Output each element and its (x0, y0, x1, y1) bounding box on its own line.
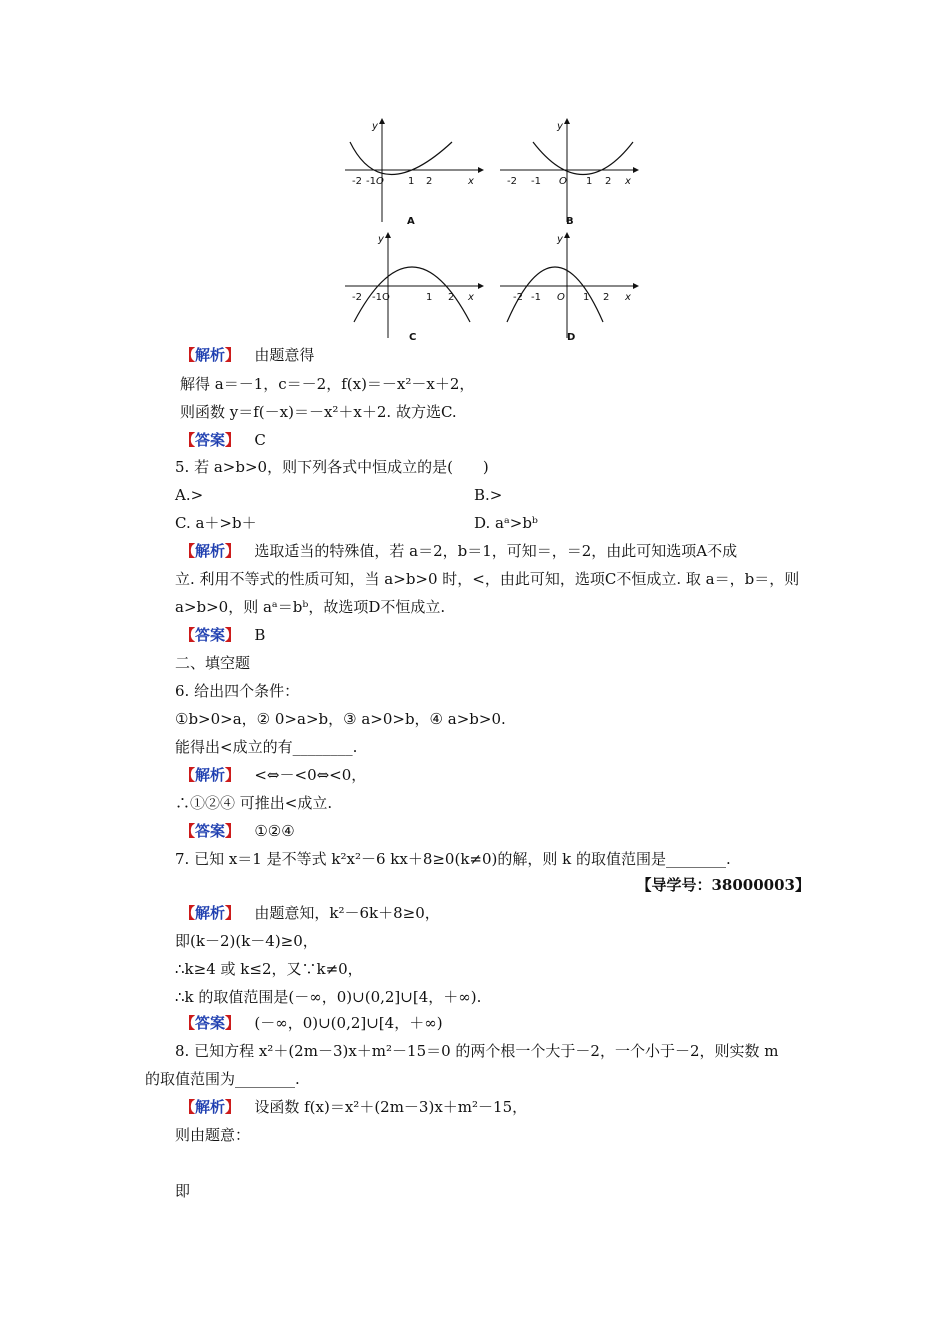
tick-label: 2 (603, 292, 610, 303)
bracket-open: 【 (180, 431, 196, 449)
answer-tag: 答案 (195, 822, 226, 840)
figure-d (495, 228, 645, 344)
bracket-open: 【 (180, 1098, 196, 1116)
bracket-close: 】 (225, 1014, 241, 1032)
q7-analysis (180, 902, 440, 924)
bracket-open: 【 (180, 542, 196, 560)
figure-caption: C (409, 332, 417, 343)
q8-analysis-line2: 则由题意： (175, 1126, 251, 1144)
analysis-text: 设函数 f(x)＝x²＋(2m－3)x＋m²－15， (254, 1098, 528, 1116)
analysis-tag: 解析 (195, 1098, 226, 1116)
q5-option-b: B.> (474, 486, 503, 504)
figure-b (495, 112, 645, 228)
bracket-close: 】 (225, 431, 241, 449)
tick-label: 2 (605, 176, 612, 187)
x-axis-arrow (478, 283, 484, 289)
tick-label: 1 (426, 292, 433, 303)
q5-stem: 5. 若 a>b>0，则下列各式中恒成立的是( ) (175, 458, 489, 476)
q5-analysis-line2: 立. 利用不等式的性质可知，当 a>b>0 时，<，由此可知，选项C不恒成立. 取 a＝，b＝，则 (175, 570, 800, 588)
section-heading: 二、填空题 (175, 654, 251, 672)
guide-reference (636, 874, 810, 896)
y-axis-arrow (564, 232, 570, 238)
answer-tag: 答案 (195, 626, 226, 644)
bracket-close: 】 (225, 822, 241, 840)
y-axis-label: y (378, 234, 384, 245)
analysis-tag: 解析 (195, 904, 226, 922)
q5-analysis-line3: a>b>0，则 aᵃ＝bᵇ，故选项D不恒成立. (175, 598, 446, 616)
x-axis-arrow (633, 283, 639, 289)
q6-stem: 6. 给出四个条件： (175, 682, 300, 700)
figure-caption: D (567, 332, 576, 343)
bracket-open: 【 (636, 876, 652, 894)
analysis-text: 由题意得 (254, 346, 315, 364)
tick-label: -2 (352, 292, 362, 303)
answer-tag: 答案 (195, 431, 226, 449)
bracket-open: 【 (180, 626, 196, 644)
q5-option-a: A.> (175, 486, 204, 504)
q5-answer (180, 624, 265, 646)
tick-label: O (559, 176, 567, 187)
q6-conditions: ①b>0>a，② 0>a>b，③ a>0>b，④ a>b>0. (175, 710, 506, 728)
y-axis-label: y (372, 121, 378, 132)
answer-text: C (254, 431, 266, 449)
q4-analysis (180, 344, 314, 366)
x-axis-arrow (633, 167, 639, 173)
figure-caption: B (566, 216, 574, 227)
answer-text: B (254, 626, 266, 644)
q7-analysis-line3: ∴k≥4 或 k≤2，又∵k≠0， (175, 960, 363, 978)
q5-option-c: C. a＋>b＋ (175, 514, 257, 532)
tick-label: 2 (448, 292, 455, 303)
bracket-close: 】 (225, 346, 241, 364)
analysis-text: 由题意知，k²－6k＋8≥0， (254, 904, 440, 922)
tick-label: -1 (366, 176, 376, 187)
q4-answer (180, 429, 266, 451)
bracket-close: 】 (225, 1098, 241, 1116)
q4-analysis-line3: 则函数 y＝f(－x)＝－x²＋x＋2. 故方选C. (180, 403, 457, 421)
analysis-tag: 解析 (195, 542, 226, 560)
x-axis-label: x (625, 292, 631, 303)
figure-c (340, 228, 490, 344)
y-axis-label: y (557, 121, 563, 132)
x-axis-label: x (468, 292, 474, 303)
y-axis-arrow (379, 118, 385, 124)
bracket-close: 】 (225, 626, 241, 644)
answer-text: (－∞，0)∪(0,2]∪[4，＋∞) (254, 1014, 443, 1032)
tick-label: O (376, 176, 384, 187)
y-axis-arrow (385, 232, 391, 238)
q8-stem-line2: 的取值范围为________. (145, 1070, 300, 1088)
bracket-open: 【 (180, 904, 196, 922)
tick-label: 1 (586, 176, 593, 187)
tick-label: O (557, 292, 565, 303)
bracket-open: 【 (180, 346, 196, 364)
analysis-tag: 解析 (195, 346, 226, 364)
x-axis-arrow (478, 167, 484, 173)
analysis-text: <⇔－<0⇔<0， (254, 766, 367, 784)
bracket-close: 】 (225, 904, 241, 922)
tick-label: -1 (531, 292, 541, 303)
bracket-close: 】 (225, 542, 241, 560)
analysis-text: 选取适当的特殊值，若 a＝2，b＝1，可知＝，＝2，由此可知选项A不成 (254, 542, 738, 560)
x-axis-label: x (625, 176, 631, 187)
y-axis-arrow (564, 118, 570, 124)
figure-a-graph (340, 112, 490, 228)
q6-answer (180, 820, 295, 842)
figure-d-graph (495, 228, 645, 344)
q7-analysis-line4: ∴k 的取值范围是(－∞，0)∪(0,2]∪[4，＋∞). (175, 988, 482, 1006)
tick-label: -2 (513, 292, 523, 303)
answer-text: ①②④ (254, 822, 295, 840)
figure-a (340, 112, 490, 228)
figure-grid (340, 112, 640, 344)
figure-b-graph (495, 112, 645, 228)
q7-analysis-line2: 即(k－2)(k－4)≥0， (175, 932, 318, 950)
q7-answer (180, 1012, 443, 1034)
bracket-close: 】 (225, 766, 241, 784)
figure-caption: A (407, 216, 415, 227)
bracket-open: 【 (180, 766, 196, 784)
tick-label: -2 (507, 176, 517, 187)
x-axis-label: x (468, 176, 474, 187)
q6-analysis-line2: ∴①②④ 可推出<成立. (175, 794, 333, 812)
tick-label: 2 (426, 176, 433, 187)
y-axis-label: y (557, 234, 563, 245)
q8-analysis-line3: 即 (175, 1182, 191, 1200)
bracket-open: 【 (180, 1014, 196, 1032)
q8-stem: 8. 已知方程 x²＋(2m－3)x＋m²－15＝0 的两个根一个大于－2，一个小于－2，则实数 m (175, 1042, 779, 1060)
answer-tag: 答案 (195, 1014, 226, 1032)
q5-analysis (180, 540, 737, 562)
tick-label: 1 (408, 176, 415, 187)
q6-ask: 能得出<成立的有________. (175, 738, 358, 756)
q4-analysis-line2: 解得 a＝－1，c＝－2，f(x)＝－x²－x＋2， (180, 375, 475, 393)
tick-label: -1 (531, 176, 541, 187)
tick-label: -2 (352, 176, 362, 187)
q7-stem: 7. 已知 x＝1 是不等式 k²x²－6 kx＋8≥0(k≠0)的解，则 k 的取值范围是________. (175, 850, 731, 868)
q6-analysis (180, 764, 366, 786)
tick-label: 1 (583, 292, 590, 303)
analysis-tag: 解析 (195, 766, 226, 784)
tick-label: -1O (372, 292, 390, 303)
q8-analysis (180, 1096, 527, 1118)
guide-number: 导学号：38000003 (651, 876, 795, 894)
q5-option-d: D. aᵃ>bᵇ (474, 514, 538, 532)
figure-c-graph (340, 228, 490, 344)
bracket-open: 【 (180, 822, 196, 840)
bracket-close: 】 (794, 876, 810, 894)
